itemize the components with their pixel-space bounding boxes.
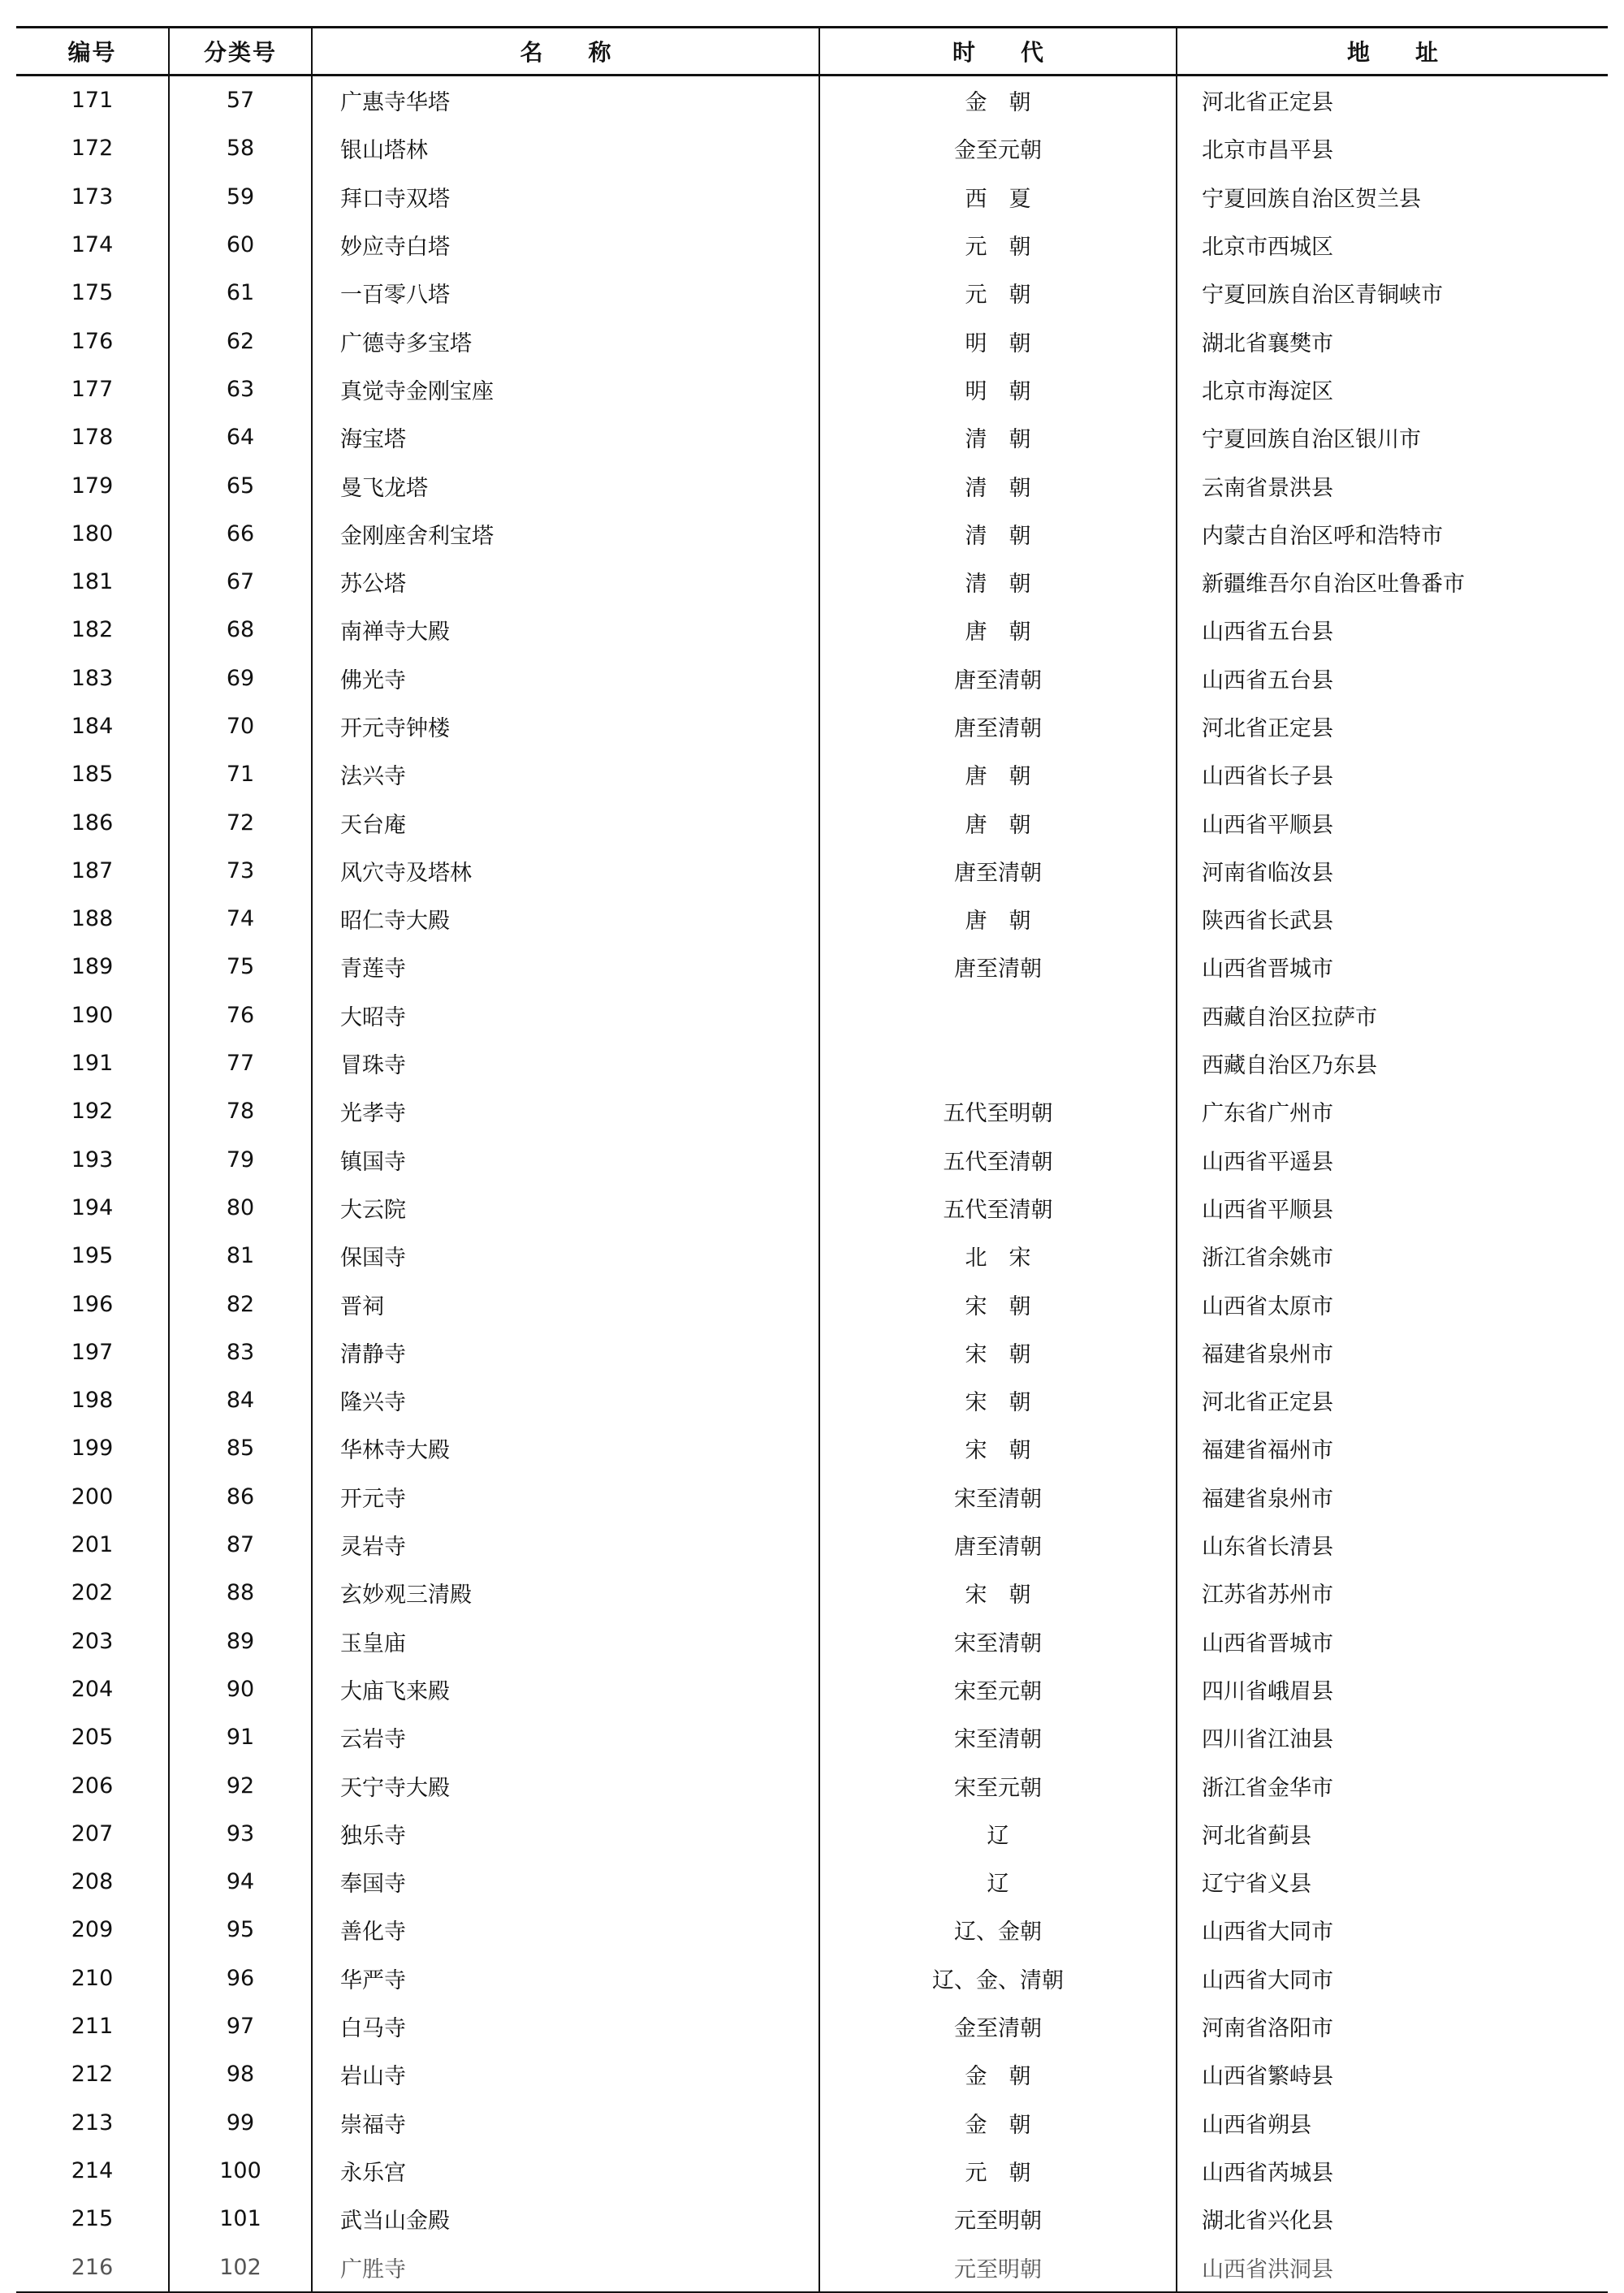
cell-address: 山西省芮城县 xyxy=(1177,2147,1608,2195)
cell-era: 唐至清朝 xyxy=(819,943,1177,991)
table-body xyxy=(16,76,1608,2292)
cell-name: 广德寺多宝塔 xyxy=(312,317,819,365)
cell-name: 银山塔林 xyxy=(312,124,819,172)
cell-number: 203 xyxy=(16,1617,169,1665)
cell-address: 西藏自治区拉萨市 xyxy=(1177,991,1608,1039)
cell-era: 金 朝 xyxy=(819,2050,1177,2098)
table-row xyxy=(16,317,1608,365)
cell-category-number: 72 xyxy=(169,798,312,846)
cell-category-number: 102 xyxy=(169,2243,312,2291)
cell-address: 西藏自治区乃东县 xyxy=(1177,1039,1608,1087)
cell-name: 曼飞龙塔 xyxy=(312,461,819,509)
cell-category-number: 78 xyxy=(169,1087,312,1135)
cell-address: 山西省平顺县 xyxy=(1177,798,1608,846)
cell-category-number: 61 xyxy=(169,269,312,317)
cell-name: 大庙飞来殿 xyxy=(312,1665,819,1713)
table-row xyxy=(16,1136,1608,1184)
cell-category-number: 82 xyxy=(169,1280,312,1328)
cell-category-number: 84 xyxy=(169,1376,312,1424)
cell-address: 山西省繁峙县 xyxy=(1177,2050,1608,2098)
cell-number: 193 xyxy=(16,1136,169,1184)
table-row xyxy=(16,1280,1608,1328)
cell-address: 山西省朔县 xyxy=(1177,2098,1608,2146)
cell-era: 宋至清朝 xyxy=(819,1617,1177,1665)
cell-address: 山西省平遥县 xyxy=(1177,1136,1608,1184)
cell-address: 山东省长清县 xyxy=(1177,1521,1608,1569)
cell-name: 镇国寺 xyxy=(312,1136,819,1184)
table-row xyxy=(16,1184,1608,1232)
table-row xyxy=(16,1232,1608,1280)
table-row xyxy=(16,1665,1608,1713)
cell-number: 190 xyxy=(16,991,169,1039)
cell-address: 辽宁省义县 xyxy=(1177,1858,1608,1906)
cell-era: 宋至元朝 xyxy=(819,1665,1177,1713)
cell-name: 玄妙观三清殿 xyxy=(312,1569,819,1617)
cell-category-number: 93 xyxy=(169,1810,312,1858)
cell-name: 白马寺 xyxy=(312,2002,819,2050)
header-era: 时代 xyxy=(819,28,1177,76)
cell-category-number: 62 xyxy=(169,317,312,365)
cell-name: 玉皇庙 xyxy=(312,1617,819,1665)
table-row xyxy=(16,654,1608,702)
cell-address: 陕西省长武县 xyxy=(1177,895,1608,943)
cell-era xyxy=(819,991,1177,1039)
table-row xyxy=(16,413,1608,461)
cell-era: 唐至清朝 xyxy=(819,847,1177,895)
cell-address: 山西省大同市 xyxy=(1177,1906,1608,1954)
cell-category-number: 100 xyxy=(169,2147,312,2195)
cell-era: 清 朝 xyxy=(819,510,1177,558)
cell-number: 179 xyxy=(16,461,169,509)
cell-address: 山西省大同市 xyxy=(1177,1954,1608,2002)
cell-era: 清 朝 xyxy=(819,461,1177,509)
cell-name: 广惠寺华塔 xyxy=(312,76,819,125)
cell-number: 201 xyxy=(16,1521,169,1569)
cell-name: 金刚座舍利宝塔 xyxy=(312,510,819,558)
cell-era: 清 朝 xyxy=(819,413,1177,461)
cell-number: 180 xyxy=(16,510,169,558)
cell-era: 元至明朝 xyxy=(819,2195,1177,2243)
cell-address: 山西省平顺县 xyxy=(1177,1184,1608,1232)
table-row xyxy=(16,750,1608,798)
cell-category-number: 69 xyxy=(169,654,312,702)
header-name: 名称 xyxy=(312,28,819,76)
cell-category-number: 63 xyxy=(169,365,312,413)
cell-name: 真觉寺金刚宝座 xyxy=(312,365,819,413)
cell-era: 五代至清朝 xyxy=(819,1136,1177,1184)
cell-name: 法兴寺 xyxy=(312,750,819,798)
cell-name: 晋祠 xyxy=(312,1280,819,1328)
cell-number: 200 xyxy=(16,1473,169,1521)
cell-category-number: 99 xyxy=(169,2098,312,2146)
cell-address: 北京市海淀区 xyxy=(1177,365,1608,413)
table-row xyxy=(16,558,1608,606)
cell-era: 宋 朝 xyxy=(819,1569,1177,1617)
table-row xyxy=(16,991,1608,1039)
cell-name: 善化寺 xyxy=(312,1906,819,1954)
cell-number: 177 xyxy=(16,365,169,413)
cell-era: 明 朝 xyxy=(819,365,1177,413)
cell-number: 213 xyxy=(16,2098,169,2146)
cell-category-number: 94 xyxy=(169,1858,312,1906)
cell-number: 196 xyxy=(16,1280,169,1328)
table-row xyxy=(16,1617,1608,1665)
cell-era: 清 朝 xyxy=(819,558,1177,606)
cell-address: 广东省广州市 xyxy=(1177,1087,1608,1135)
cell-address: 河北省正定县 xyxy=(1177,1376,1608,1424)
cell-name: 奉国寺 xyxy=(312,1858,819,1906)
cell-name: 开元寺钟楼 xyxy=(312,702,819,750)
cell-number: 191 xyxy=(16,1039,169,1087)
header-address: 地址 xyxy=(1177,28,1608,76)
cell-number: 195 xyxy=(16,1232,169,1280)
table-row xyxy=(16,1039,1608,1087)
table-row xyxy=(16,124,1608,172)
cell-category-number: 81 xyxy=(169,1232,312,1280)
cell-era: 元 朝 xyxy=(819,2147,1177,2195)
cell-address: 北京市昌平县 xyxy=(1177,124,1608,172)
cell-category-number: 66 xyxy=(169,510,312,558)
cell-number: 209 xyxy=(16,1906,169,1954)
cell-era: 唐 朝 xyxy=(819,750,1177,798)
cell-category-number: 98 xyxy=(169,2050,312,2098)
cell-name: 拜口寺双塔 xyxy=(312,173,819,221)
cell-name: 青莲寺 xyxy=(312,943,819,991)
cell-number: 182 xyxy=(16,606,169,654)
cell-number: 184 xyxy=(16,702,169,750)
table-row xyxy=(16,702,1608,750)
cell-era: 五代至清朝 xyxy=(819,1184,1177,1232)
cell-address: 湖北省兴化县 xyxy=(1177,2195,1608,2243)
cell-name: 昭仁寺大殿 xyxy=(312,895,819,943)
table-row xyxy=(16,943,1608,991)
cell-category-number: 101 xyxy=(169,2195,312,2243)
cell-name: 佛光寺 xyxy=(312,654,819,702)
header-row xyxy=(16,28,1608,76)
cell-era: 唐 朝 xyxy=(819,606,1177,654)
cell-era: 辽 xyxy=(819,1858,1177,1906)
cell-address: 宁夏回族自治区贺兰县 xyxy=(1177,173,1608,221)
cell-number: 198 xyxy=(16,1376,169,1424)
cell-name: 隆兴寺 xyxy=(312,1376,819,1424)
cell-category-number: 65 xyxy=(169,461,312,509)
table-row xyxy=(16,1569,1608,1617)
cell-category-number: 79 xyxy=(169,1136,312,1184)
cell-name: 海宝塔 xyxy=(312,413,819,461)
cell-number: 208 xyxy=(16,1858,169,1906)
cell-name: 风穴寺及塔林 xyxy=(312,847,819,895)
cell-era: 金至清朝 xyxy=(819,2002,1177,2050)
cell-address: 福建省福州市 xyxy=(1177,1424,1608,1472)
cell-number: 214 xyxy=(16,2147,169,2195)
cell-number: 212 xyxy=(16,2050,169,2098)
cell-name: 天宁寺大殿 xyxy=(312,1761,819,1809)
cell-address: 四川省江油县 xyxy=(1177,1713,1608,1761)
cell-number: 181 xyxy=(16,558,169,606)
cell-era: 宋至清朝 xyxy=(819,1473,1177,1521)
table-row xyxy=(16,221,1608,269)
cell-category-number: 58 xyxy=(169,124,312,172)
cell-category-number: 77 xyxy=(169,1039,312,1087)
table-row xyxy=(16,1376,1608,1424)
cell-era: 宋 朝 xyxy=(819,1424,1177,1472)
cell-era: 金至元朝 xyxy=(819,124,1177,172)
table-row xyxy=(16,847,1608,895)
table-row xyxy=(16,1906,1608,1954)
cell-address: 河北省蓟县 xyxy=(1177,1810,1608,1858)
cell-category-number: 86 xyxy=(169,1473,312,1521)
table-row xyxy=(16,1521,1608,1569)
cell-category-number: 67 xyxy=(169,558,312,606)
table-row xyxy=(16,1087,1608,1135)
table-row xyxy=(16,2098,1608,2146)
cell-address: 山西省五台县 xyxy=(1177,654,1608,702)
table-row xyxy=(16,1954,1608,2002)
table-row xyxy=(16,1328,1608,1376)
table-row xyxy=(16,365,1608,413)
cell-number: 207 xyxy=(16,1810,169,1858)
cell-era: 北 宋 xyxy=(819,1232,1177,1280)
cell-era: 明 朝 xyxy=(819,317,1177,365)
cell-number: 199 xyxy=(16,1424,169,1472)
cell-era: 元至明朝 xyxy=(819,2243,1177,2291)
cell-number: 206 xyxy=(16,1761,169,1809)
table-row xyxy=(16,173,1608,221)
cell-category-number: 60 xyxy=(169,221,312,269)
cell-category-number: 90 xyxy=(169,1665,312,1713)
cell-era: 元 朝 xyxy=(819,269,1177,317)
cell-name: 妙应寺白塔 xyxy=(312,221,819,269)
cell-name: 开元寺 xyxy=(312,1473,819,1521)
cell-category-number: 73 xyxy=(169,847,312,895)
cell-number: 172 xyxy=(16,124,169,172)
table-row xyxy=(16,2050,1608,2098)
cell-era xyxy=(819,1039,1177,1087)
table-row xyxy=(16,2002,1608,2050)
cell-name: 保国寺 xyxy=(312,1232,819,1280)
cell-category-number: 96 xyxy=(169,1954,312,2002)
cell-name: 崇福寺 xyxy=(312,2098,819,2146)
cell-address: 山西省洪洞县 xyxy=(1177,2243,1608,2291)
cell-era: 辽、金朝 xyxy=(819,1906,1177,1954)
cell-address: 福建省泉州市 xyxy=(1177,1473,1608,1521)
cell-name: 武当山金殿 xyxy=(312,2195,819,2243)
cell-era: 宋 朝 xyxy=(819,1376,1177,1424)
cell-address: 河北省正定县 xyxy=(1177,76,1608,125)
heritage-site-table xyxy=(16,26,1608,2293)
cell-number: 175 xyxy=(16,269,169,317)
cell-address: 宁夏回族自治区银川市 xyxy=(1177,413,1608,461)
cell-address: 山西省晋城市 xyxy=(1177,943,1608,991)
cell-name: 一百零八塔 xyxy=(312,269,819,317)
cell-name: 大昭寺 xyxy=(312,991,819,1039)
cell-number: 186 xyxy=(16,798,169,846)
cell-category-number: 76 xyxy=(169,991,312,1039)
table-row xyxy=(16,1761,1608,1809)
table-row xyxy=(16,1810,1608,1858)
cell-era: 金 朝 xyxy=(819,76,1177,125)
cell-address: 浙江省余姚市 xyxy=(1177,1232,1608,1280)
table-row xyxy=(16,269,1608,317)
cell-era: 唐至清朝 xyxy=(819,702,1177,750)
cell-category-number: 88 xyxy=(169,1569,312,1617)
cell-category-number: 91 xyxy=(169,1713,312,1761)
cell-category-number: 71 xyxy=(169,750,312,798)
table-row xyxy=(16,798,1608,846)
document-page xyxy=(16,26,1608,2282)
table-row xyxy=(16,510,1608,558)
cell-era: 宋 朝 xyxy=(819,1280,1177,1328)
table-row xyxy=(16,1473,1608,1521)
cell-address: 宁夏回族自治区青铜峡市 xyxy=(1177,269,1608,317)
cell-number: 176 xyxy=(16,317,169,365)
table-row xyxy=(16,895,1608,943)
cell-era: 辽 xyxy=(819,1810,1177,1858)
cell-name: 云岩寺 xyxy=(312,1713,819,1761)
cell-number: 204 xyxy=(16,1665,169,1713)
cell-era: 辽、金、清朝 xyxy=(819,1954,1177,2002)
cell-name: 独乐寺 xyxy=(312,1810,819,1858)
cell-name: 清静寺 xyxy=(312,1328,819,1376)
table-row xyxy=(16,2243,1608,2291)
cell-name: 华严寺 xyxy=(312,1954,819,2002)
cell-number: 205 xyxy=(16,1713,169,1761)
table-row xyxy=(16,76,1608,125)
cell-address: 浙江省金华市 xyxy=(1177,1761,1608,1809)
cell-era: 元 朝 xyxy=(819,221,1177,269)
cell-name: 天台庵 xyxy=(312,798,819,846)
cell-address: 云南省景洪县 xyxy=(1177,461,1608,509)
cell-address: 四川省峨眉县 xyxy=(1177,1665,1608,1713)
table-row xyxy=(16,1858,1608,1906)
table-row xyxy=(16,2195,1608,2243)
cell-category-number: 70 xyxy=(169,702,312,750)
cell-address: 山西省五台县 xyxy=(1177,606,1608,654)
cell-category-number: 64 xyxy=(169,413,312,461)
table-row xyxy=(16,2147,1608,2195)
cell-number: 173 xyxy=(16,173,169,221)
header-category-number: 分类号 xyxy=(169,28,312,76)
table-row xyxy=(16,1713,1608,1761)
cell-category-number: 89 xyxy=(169,1617,312,1665)
cell-category-number: 85 xyxy=(169,1424,312,1472)
cell-number: 171 xyxy=(16,76,169,125)
cell-number: 192 xyxy=(16,1087,169,1135)
cell-era: 宋至元朝 xyxy=(819,1761,1177,1809)
cell-address: 河南省洛阳市 xyxy=(1177,2002,1608,2050)
cell-name: 灵岩寺 xyxy=(312,1521,819,1569)
table-row xyxy=(16,461,1608,509)
cell-category-number: 95 xyxy=(169,1906,312,1954)
table-row xyxy=(16,1424,1608,1472)
cell-number: 210 xyxy=(16,1954,169,2002)
cell-era: 西 夏 xyxy=(819,173,1177,221)
cell-name: 广胜寺 xyxy=(312,2243,819,2291)
cell-number: 197 xyxy=(16,1328,169,1376)
cell-address: 河北省正定县 xyxy=(1177,702,1608,750)
cell-number: 211 xyxy=(16,2002,169,2050)
cell-address: 福建省泉州市 xyxy=(1177,1328,1608,1376)
cell-category-number: 75 xyxy=(169,943,312,991)
cell-name: 冒珠寺 xyxy=(312,1039,819,1087)
cell-number: 215 xyxy=(16,2195,169,2243)
cell-category-number: 68 xyxy=(169,606,312,654)
cell-name: 苏公塔 xyxy=(312,558,819,606)
table-header xyxy=(16,28,1608,76)
header-number: 编号 xyxy=(16,28,169,76)
cell-address: 北京市西城区 xyxy=(1177,221,1608,269)
cell-number: 183 xyxy=(16,654,169,702)
cell-category-number: 87 xyxy=(169,1521,312,1569)
cell-category-number: 74 xyxy=(169,895,312,943)
cell-address: 河南省临汝县 xyxy=(1177,847,1608,895)
cell-number: 194 xyxy=(16,1184,169,1232)
cell-era: 金 朝 xyxy=(819,2098,1177,2146)
cell-category-number: 80 xyxy=(169,1184,312,1232)
cell-address: 江苏省苏州市 xyxy=(1177,1569,1608,1617)
cell-number: 202 xyxy=(16,1569,169,1617)
cell-address: 内蒙古自治区呼和浩特市 xyxy=(1177,510,1608,558)
cell-era: 唐 朝 xyxy=(819,895,1177,943)
cell-number: 185 xyxy=(16,750,169,798)
cell-category-number: 97 xyxy=(169,2002,312,2050)
cell-era: 唐至清朝 xyxy=(819,1521,1177,1569)
cell-number: 188 xyxy=(16,895,169,943)
cell-address: 山西省晋城市 xyxy=(1177,1617,1608,1665)
cell-name: 南禅寺大殿 xyxy=(312,606,819,654)
cell-number: 189 xyxy=(16,943,169,991)
cell-number: 187 xyxy=(16,847,169,895)
cell-name: 永乐宫 xyxy=(312,2147,819,2195)
cell-era: 唐 朝 xyxy=(819,798,1177,846)
cell-number: 174 xyxy=(16,221,169,269)
cell-category-number: 92 xyxy=(169,1761,312,1809)
cell-name: 华林寺大殿 xyxy=(312,1424,819,1472)
cell-address: 山西省太原市 xyxy=(1177,1280,1608,1328)
cell-era: 五代至明朝 xyxy=(819,1087,1177,1135)
cell-name: 光孝寺 xyxy=(312,1087,819,1135)
cell-number: 216 xyxy=(16,2243,169,2291)
cell-era: 唐至清朝 xyxy=(819,654,1177,702)
cell-category-number: 83 xyxy=(169,1328,312,1376)
cell-number: 178 xyxy=(16,413,169,461)
cell-category-number: 57 xyxy=(169,76,312,125)
cell-name: 岩山寺 xyxy=(312,2050,819,2098)
cell-category-number: 59 xyxy=(169,173,312,221)
cell-address: 山西省长子县 xyxy=(1177,750,1608,798)
cell-name: 大云院 xyxy=(312,1184,819,1232)
cell-address: 湖北省襄樊市 xyxy=(1177,317,1608,365)
cell-era: 宋至清朝 xyxy=(819,1713,1177,1761)
cell-address: 新疆维吾尔自治区吐鲁番市 xyxy=(1177,558,1608,606)
cell-era: 宋 朝 xyxy=(819,1328,1177,1376)
table-row xyxy=(16,606,1608,654)
